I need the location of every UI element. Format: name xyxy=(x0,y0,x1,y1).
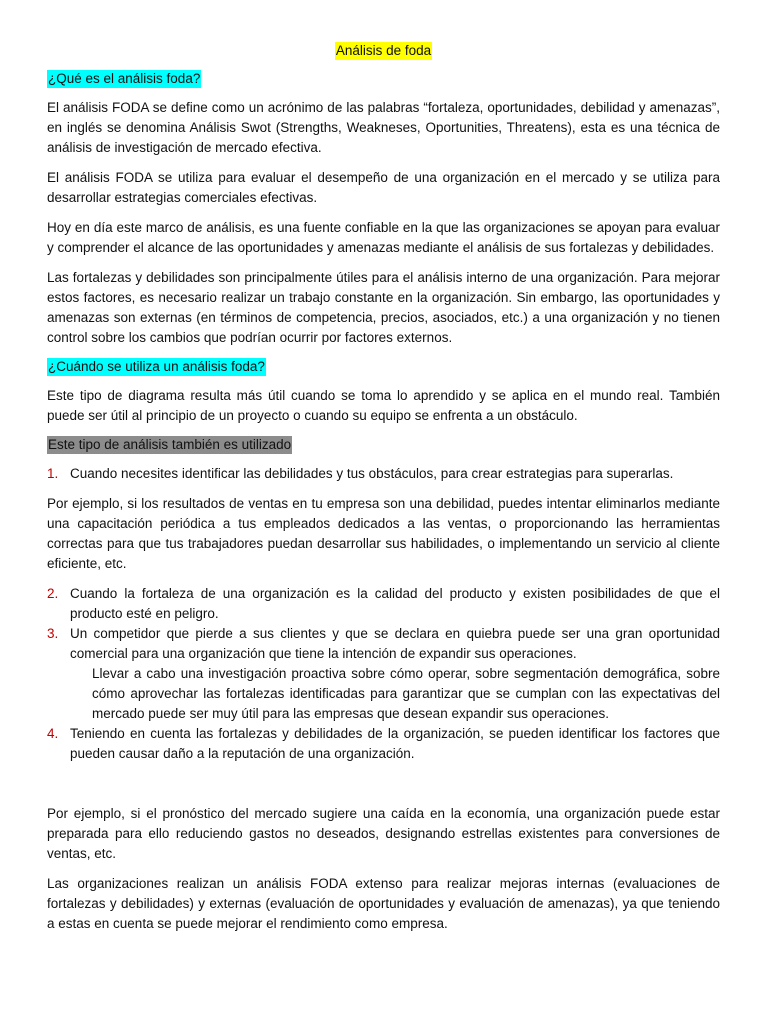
list-item-2 xyxy=(47,584,720,624)
document-title: Análisis de foda xyxy=(335,43,432,58)
paragraph-example-sales: Por ejemplo, si los resultados de ventas en tu empresa son una debilidad, puedes intentar eliminarlos mediante una capacitación periódica a tus empleados dedicados a las ventas, o proporcionando las herramientas correctas para que tus trabajadores puedan desarrollar sus habilidades, o implementando un servicio al cliente eficiente, etc. xyxy=(47,496,720,571)
list-item-text: Cuando la fortaleza de una organización es la calidad del producto y existen posibilidades de que el producto esté en peligro. xyxy=(70,586,720,621)
title-container xyxy=(47,42,720,60)
paragraph-usage: El análisis FODA se utiliza para evaluar el desempeño de una organización en el mercado y se utiliza para desarrollar estrategias comerciales efectivas. xyxy=(47,170,720,205)
section-heading-also-used xyxy=(47,436,720,454)
list-number: 1. xyxy=(47,466,59,481)
list-block-2 xyxy=(47,584,720,764)
section-heading-what xyxy=(47,70,720,88)
list-item-text: Un competidor que pierde a sus clientes y que se declara en quiebra puede ser una gran oportunidad comercial para una organización que tiene la intención de expandir sus operaciones. xyxy=(70,626,720,661)
indented-paragraph: Llevar a cabo una investigación proactiva sobre cómo operar, sobre segmentación demográfica, sobre cómo aprovechar las fortalezas identificadas para garantizar que se cumplan con las expectativas del mercado puede ser muy útil para las empresas que desean expandir sus operaciones. xyxy=(92,666,720,721)
heading-what-is-foda: ¿Qué es el análisis foda? xyxy=(48,71,201,86)
list-item-1 xyxy=(47,464,720,484)
paragraph-when-used: Este tipo de diagrama resulta más útil cuando se toma lo aprendido y se aplica en el mundo real. También puede ser útil al principio de un proyecto o cuando su equipo se enfrenta a un obstáculo. xyxy=(47,388,720,423)
paragraph-definition: El análisis FODA se define como un acrónimo de las palabras “fortaleza, oportunidades, debilidad y amenazas”, en inglés se denomina Análisis Swot (Strengths, Weakneses, Oportunities, Threatens), esta es una técnica de análisis de investigación de mercado efectiva. xyxy=(47,100,720,155)
blank-line xyxy=(47,774,720,804)
paragraph-conclusion: Las organizaciones realizan un análisis FODA extenso para realizar mejoras internas (evaluaciones de fortalezas y debilidades) y externas (evaluación de oportunidades y evaluación de amenazas), ya que teniendo a estas en cuenta se puede mejorar el rendimiento como empresa. xyxy=(47,876,720,931)
list-item-text: Cuando necesites identificar las debilidades y tus obstáculos, para crear estrategias para superarlas. xyxy=(70,466,674,481)
list-number: 3. xyxy=(47,626,59,641)
paragraph-framework: Hoy en día este marco de análisis, es una fuente confiable en la que las organizaciones se apoyan para evaluar y comprender el alcance de las oportunidades y amenazas mediante el análisis de sus fortalezas y debilidades. xyxy=(47,220,720,255)
list-item-4 xyxy=(47,724,720,764)
heading-also-used: Este tipo de análisis también es utilizado xyxy=(48,437,292,452)
list-number: 4. xyxy=(47,726,59,741)
section-heading-when xyxy=(47,358,720,376)
paragraph-example-forecast: Por ejemplo, si el pronóstico del mercado sugiere una caída en la economía, una organización puede estar preparada para ello reduciendo gastos no deseados, designando estrellas existentes para conversiones de ventas, etc. xyxy=(47,806,720,861)
list-item-text: Teniendo en cuenta las fortalezas y debilidades de la organización, se pueden identificar los factores que pueden causar daño a la reputación de una organización. xyxy=(70,726,720,761)
heading-when-used: ¿Cuándo se utiliza un análisis foda? xyxy=(48,359,265,374)
list-item-3 xyxy=(47,624,720,664)
list-number: 2. xyxy=(47,586,59,601)
paragraph-strengths-weaknesses: Las fortalezas y debilidades son principalmente útiles para el análisis interno de una organización. Para mejorar estos factores, es necesario realizar un trabajo constante en la organización. Sin embargo, las oportunidades y amenazas son externas (en términos de competencia, precios, asociados, etc.) a una organización y no tienen control sobre los cambios que podrían ocurrir por factores externos. xyxy=(47,270,720,345)
list-block-1 xyxy=(47,464,720,484)
